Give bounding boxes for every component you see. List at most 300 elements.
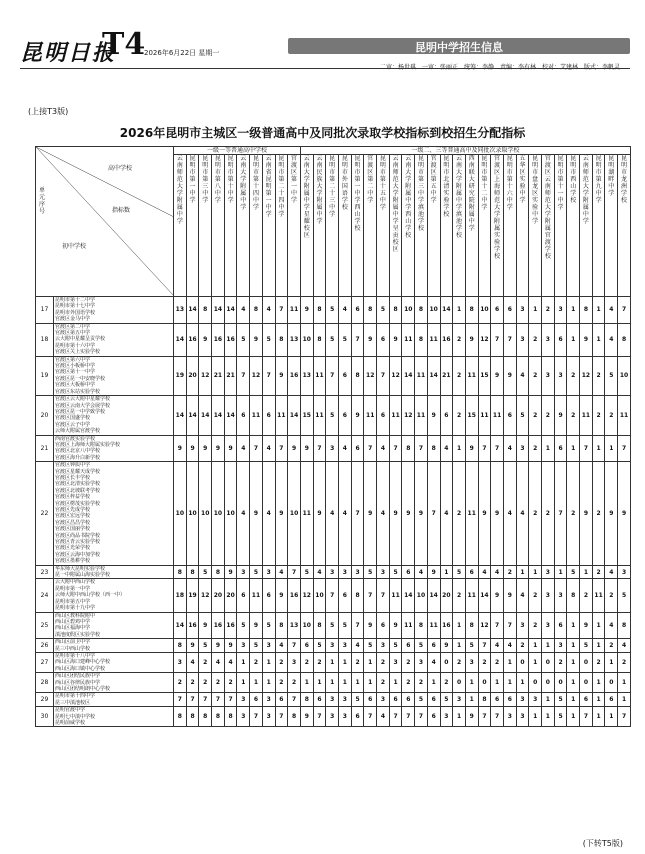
quota-cell: 9	[402, 462, 415, 566]
quota-cell: 8	[402, 435, 415, 462]
high-school-header	[529, 155, 542, 297]
quota-cell: 19	[186, 579, 199, 612]
quota-cell: 6	[351, 297, 364, 324]
quota-cell: 3	[326, 693, 339, 707]
quota-cell: 8	[288, 707, 301, 727]
quota-cell: 3	[542, 356, 555, 395]
quota-cell: 9	[300, 707, 313, 727]
quota-cell: 7	[618, 707, 631, 727]
quota-cell: 12	[199, 356, 212, 395]
quota-cell: 8	[199, 707, 212, 727]
quota-cell: 1	[453, 612, 466, 639]
quota-cell: 4	[605, 297, 618, 324]
high-school-header	[491, 155, 504, 297]
table-row	[36, 652, 631, 672]
quota-cell: 1	[567, 707, 580, 727]
unit-number: 23	[36, 565, 54, 579]
quota-cell: 4	[440, 435, 453, 462]
quota-cell: 2	[491, 652, 504, 672]
quota-cell: 3	[326, 707, 339, 727]
quota-cell: 6	[377, 396, 390, 435]
quota-cell: 3	[377, 639, 390, 653]
quota-cell: 8	[415, 297, 428, 324]
high-school-name: 昆明市外国语学校	[341, 155, 348, 211]
quota-cell: 2	[250, 652, 263, 672]
quota-cell: 4	[415, 565, 428, 579]
middle-school-name: 官渡区先成学校	[55, 507, 91, 513]
quota-cell: 7	[250, 435, 263, 462]
quota-cell: 4	[377, 707, 390, 727]
quota-cell: 3	[262, 693, 275, 707]
quota-cell: 12	[300, 579, 313, 612]
quota-cell: 2	[224, 673, 237, 693]
middle-school-name: 西山区海口镇中心学校	[55, 665, 106, 672]
quota-cell: 0	[453, 673, 466, 693]
quota-cell: 14	[427, 579, 440, 612]
quota-cell: 9	[465, 323, 478, 356]
high-school-header	[427, 155, 440, 297]
quota-cell: 11	[415, 356, 428, 395]
quota-cell: 1	[453, 639, 466, 653]
quota-cell: 2	[478, 652, 491, 672]
quota-cell: 2	[186, 673, 199, 693]
high-school-header	[440, 155, 453, 297]
quota-cell: 7	[377, 356, 390, 395]
middle-school-name: 官渡区国盛学校	[55, 415, 91, 422]
quota-cell: 2	[415, 673, 428, 693]
middle-school-name: 官渡区云南大学会展学校	[55, 402, 111, 409]
quota-cell: 9	[364, 323, 377, 356]
quota-cell: 0	[516, 652, 529, 672]
high-school-header	[212, 155, 225, 297]
quota-cell: 3	[465, 652, 478, 672]
quota-cell: 9	[465, 707, 478, 727]
quota-cell: 5	[389, 565, 402, 579]
unit-number: 27	[36, 652, 54, 672]
quota-cell: 9	[224, 639, 237, 653]
quota-cell: 10	[199, 462, 212, 566]
middle-school-name: 昆三中滇池校区	[55, 699, 91, 706]
quota-cell: 1	[592, 297, 605, 324]
quota-cell: 0	[440, 652, 453, 672]
high-school-name: 昆明市第二十四中学	[278, 155, 285, 218]
quota-cell: 7	[186, 693, 199, 707]
unit-number: 30	[36, 707, 54, 727]
quota-cell: 9	[440, 639, 453, 653]
high-school-header	[275, 155, 288, 297]
quota-cell: 8	[313, 612, 326, 639]
quota-cell: 2	[592, 462, 605, 566]
high-school-name: 昆明湖畔中学	[608, 155, 615, 197]
quota-cell: 11	[402, 323, 415, 356]
group-header-second-tier: 一级二、三等普通高中及同批次录取学校	[300, 147, 630, 155]
quota-cell: 1	[567, 435, 580, 462]
quota-cell: 9	[288, 435, 301, 462]
quota-cell: 6	[503, 297, 516, 324]
quota-cell: 9	[212, 639, 225, 653]
high-school-name: 云南师范大学附属中学呈贡校区	[392, 155, 399, 253]
allocation-table-wrap	[35, 146, 630, 836]
quota-cell: 3	[618, 565, 631, 579]
middle-school-name: 官渡区昌昌学校	[55, 519, 91, 526]
high-school-header	[377, 155, 390, 297]
quota-cell: 7	[389, 435, 402, 462]
middle-school-list	[54, 579, 174, 612]
quota-cell: 6	[300, 639, 313, 653]
quota-cell: 5	[300, 565, 313, 579]
quota-cell: 6	[427, 693, 440, 707]
high-school-name: 官渡区云南师范大学附属官渡学校	[544, 155, 551, 260]
quota-cell: 1	[250, 673, 263, 693]
quota-cell: 2	[174, 673, 187, 693]
high-school-header	[503, 155, 516, 297]
quota-cell: 8	[351, 356, 364, 395]
quota-cell: 7	[618, 297, 631, 324]
quota-cell: 14	[199, 396, 212, 435]
quota-cell: 21	[224, 356, 237, 395]
quota-cell: 4	[503, 435, 516, 462]
quota-cell: 7	[364, 707, 377, 727]
continued-to-note: (下转T5版)	[582, 839, 623, 848]
middle-school-name: 昆明前威学校	[55, 720, 86, 726]
quota-cell: 8	[465, 612, 478, 639]
allocation-table	[35, 146, 631, 727]
quota-cell: 11	[491, 396, 504, 435]
table-row	[36, 356, 631, 395]
high-school-name: 昆明市第十四中学	[252, 155, 259, 211]
quota-cell: 9	[415, 462, 428, 566]
middle-school-name: 昆明市第十六中学	[55, 342, 96, 349]
quota-cell: 9	[491, 356, 504, 395]
unit-number: 22	[36, 462, 54, 566]
quota-cell: 7	[503, 323, 516, 356]
quota-cell: 10	[174, 462, 187, 566]
quota-cell: 3	[339, 639, 352, 653]
quota-cell: 6	[339, 356, 352, 395]
quota-cell: 5	[250, 565, 263, 579]
quota-cell: 1	[237, 652, 250, 672]
quota-cell: 11	[364, 396, 377, 435]
quota-cell: 2	[567, 396, 580, 435]
quota-cell: 3	[542, 323, 555, 356]
quota-cell: 11	[465, 356, 478, 395]
high-school-header	[300, 155, 313, 297]
high-school-name: 昆明市第十二中学	[481, 155, 488, 211]
quota-cell: 1	[592, 639, 605, 653]
quota-cell: 4	[503, 639, 516, 653]
quota-cell: 5	[516, 396, 529, 435]
middle-school-name: 云师大附中西山学校（西一中）	[55, 592, 126, 599]
quota-cell: 8	[415, 323, 428, 356]
quota-cell: 7	[478, 639, 491, 653]
quota-cell: 2	[580, 579, 593, 612]
quota-cell: 7	[491, 612, 504, 639]
table-row	[36, 707, 631, 727]
unit-number: 25	[36, 612, 54, 639]
quota-cell: 3	[542, 579, 555, 612]
quota-cell: 6	[440, 396, 453, 435]
quota-cell: 0	[542, 673, 555, 693]
quota-cell: 1	[326, 652, 339, 672]
high-school-name: 昆明市第十五中学	[379, 155, 386, 211]
quota-cell: 4	[516, 579, 529, 612]
quota-cell: 12	[580, 356, 593, 395]
quota-cell: 12	[389, 356, 402, 395]
quota-cell: 9	[364, 462, 377, 566]
quota-cell: 16	[212, 612, 225, 639]
quota-cell: 7	[275, 435, 288, 462]
high-school-header	[478, 155, 491, 297]
quota-cell: 1	[326, 673, 339, 693]
quota-cell: 5	[554, 693, 567, 707]
quota-cell: 9	[300, 297, 313, 324]
middle-school-name: 官渡区国丽学校	[55, 526, 91, 533]
quota-cell: 5	[567, 565, 580, 579]
quota-cell: 8	[250, 297, 263, 324]
quota-cell: 9	[250, 323, 263, 356]
quota-cell: 8	[275, 612, 288, 639]
quota-cell: 2	[529, 579, 542, 612]
quota-cell: 1	[554, 565, 567, 579]
quota-cell: 9	[250, 612, 263, 639]
quota-cell: 9	[389, 462, 402, 566]
quota-cell: 6	[377, 612, 390, 639]
quota-cell: 9	[618, 462, 631, 566]
quota-cell: 1	[592, 323, 605, 356]
table-row	[36, 396, 631, 435]
quota-cell: 4	[605, 565, 618, 579]
high-school-header	[592, 155, 605, 297]
quota-cell: 2	[351, 652, 364, 672]
quota-cell: 2	[440, 673, 453, 693]
quota-cell: 0	[554, 673, 567, 693]
quota-cell: 1	[542, 693, 555, 707]
quota-cell: 7	[275, 297, 288, 324]
quota-cell: 3	[516, 297, 529, 324]
corner-label-quota: 指标数	[112, 207, 131, 214]
quota-cell: 6	[364, 693, 377, 707]
quota-cell: 1	[465, 693, 478, 707]
quota-cell: 2	[542, 462, 555, 566]
quota-cell: 5	[237, 323, 250, 356]
quota-cell: 13	[300, 356, 313, 395]
group-header-first-tier: 一级一等普通高中学校	[174, 147, 301, 155]
quota-cell: 1	[389, 673, 402, 693]
quota-cell: 14	[212, 396, 225, 435]
quota-cell: 10	[224, 462, 237, 566]
quota-cell: 11	[478, 396, 491, 435]
quota-cell: 9	[224, 565, 237, 579]
quota-cell: 2	[592, 565, 605, 579]
quota-cell: 1	[364, 673, 377, 693]
quota-cell: 9	[491, 579, 504, 612]
quota-cell: 2	[503, 565, 516, 579]
middle-school-list	[54, 435, 174, 462]
quota-cell: 2	[529, 396, 542, 435]
quota-cell: 6	[503, 396, 516, 435]
quota-cell: 6	[580, 693, 593, 707]
high-school-header	[237, 155, 250, 297]
quota-cell: 5	[326, 323, 339, 356]
quota-cell: 1	[567, 673, 580, 693]
middle-school-name: 官渡区墨耕学校	[55, 558, 91, 565]
quota-cell: 9	[199, 435, 212, 462]
quota-cell: 10	[478, 297, 491, 324]
unit-number: 26	[36, 639, 54, 653]
high-school-header	[351, 155, 364, 297]
high-school-header	[516, 155, 529, 297]
quota-cell: 16	[440, 612, 453, 639]
quota-cell: 10	[313, 579, 326, 612]
quota-cell: 8	[199, 297, 212, 324]
middle-school-name: 官渡区第六中学	[55, 356, 91, 363]
unit-number: 20	[36, 396, 54, 435]
quota-cell: 9	[503, 356, 516, 395]
quota-cell: 1	[453, 707, 466, 727]
middle-school-list	[54, 673, 174, 693]
quota-cell: 9	[427, 565, 440, 579]
quota-cell: 1	[605, 652, 618, 672]
quota-cell: 3	[440, 707, 453, 727]
quota-cell: 1	[300, 673, 313, 693]
quota-cell: 2	[592, 652, 605, 672]
quota-cell: 3	[453, 693, 466, 707]
quota-cell: 5	[313, 639, 326, 653]
quota-cell: 5	[465, 639, 478, 653]
quota-cell: 6	[554, 323, 567, 356]
quota-cell: 1	[592, 673, 605, 693]
quota-cell: 10	[288, 462, 301, 566]
quota-cell: 9	[427, 396, 440, 435]
quota-cell: 1	[567, 639, 580, 653]
quota-cell: 1	[339, 652, 352, 672]
quota-cell: 12	[199, 579, 212, 612]
quota-cell: 7	[580, 435, 593, 462]
masthead-rule	[20, 68, 630, 69]
quota-cell: 5	[262, 612, 275, 639]
unit-number: 21	[36, 435, 54, 462]
quota-cell: 5	[364, 565, 377, 579]
quota-cell: 8	[465, 297, 478, 324]
high-school-name: 云南省昆明第一中学	[265, 155, 272, 218]
quota-cell: 7	[618, 435, 631, 462]
quota-cell: 7	[478, 707, 491, 727]
middle-school-name: 昆明市第十九中学	[55, 605, 96, 612]
issue-date: 2026年6月22日 星期一	[144, 49, 220, 57]
quota-cell: 2	[212, 673, 225, 693]
high-school-header	[453, 155, 466, 297]
section-title: 昆明中学招生信息	[415, 41, 503, 54]
quota-cell: 6	[351, 707, 364, 727]
quota-cell: 7	[377, 579, 390, 612]
quota-cell: 5	[580, 639, 593, 653]
quota-cell: 7	[237, 356, 250, 395]
quota-cell: 4	[440, 462, 453, 566]
quota-cell: 8	[389, 297, 402, 324]
quota-cell: 6	[250, 693, 263, 707]
quota-cell: 0	[605, 673, 618, 693]
quota-cell: 6	[262, 579, 275, 612]
quota-cell: 15	[300, 396, 313, 435]
middle-school-name: 官渡区小板桥中学	[55, 363, 96, 370]
high-school-name: 昆明市第一中学	[189, 155, 196, 204]
quota-cell: 7	[364, 435, 377, 462]
middle-school-name: 西山区教科院附中	[55, 612, 96, 619]
quota-cell: 3	[262, 707, 275, 727]
quota-cell: 3	[542, 612, 555, 639]
quota-cell: 9	[465, 435, 478, 462]
quota-cell: 16	[224, 323, 237, 356]
high-school-header	[389, 155, 402, 297]
middle-school-list	[54, 652, 174, 672]
table-row	[36, 565, 631, 579]
quota-cell: 3	[516, 693, 529, 707]
quota-cell: 2	[402, 652, 415, 672]
middle-school-list	[54, 612, 174, 639]
quota-cell: 14	[174, 323, 187, 356]
high-school-name: 官渡区第五中学	[430, 155, 437, 204]
quota-cell: 1	[262, 652, 275, 672]
quota-cell: 2	[453, 652, 466, 672]
quota-cell: 9	[605, 462, 618, 566]
quota-cell: 8	[415, 612, 428, 639]
quota-cell: 16	[186, 323, 199, 356]
quota-cell: 2	[199, 673, 212, 693]
quota-cell: 6	[339, 579, 352, 612]
quota-cell: 1	[592, 612, 605, 639]
middle-school-name: 西南官渡实验学校	[55, 435, 96, 442]
quota-cell: 8	[300, 693, 313, 707]
quota-cell: 7	[262, 356, 275, 395]
quota-cell: 7	[199, 693, 212, 707]
middle-school-list	[54, 565, 174, 579]
quota-cell: 3	[237, 693, 250, 707]
quota-cell: 9	[580, 462, 593, 566]
quota-cell: 18	[174, 579, 187, 612]
middle-school-name: 官渡区北坡联考学校	[55, 487, 101, 494]
quota-cell: 5	[389, 639, 402, 653]
quota-cell: 1	[491, 673, 504, 693]
quota-cell: 1	[567, 652, 580, 672]
quota-cell: 9	[199, 612, 212, 639]
quota-cell: 9	[389, 323, 402, 356]
quota-cell: 7	[224, 693, 237, 707]
quota-cell: 5	[364, 639, 377, 653]
quota-cell: 13	[174, 297, 187, 324]
quota-cell: 7	[478, 435, 491, 462]
quota-cell: 10	[427, 297, 440, 324]
quota-cell: 14	[224, 297, 237, 324]
quota-cell: 11	[415, 396, 428, 435]
quota-cell: 9	[503, 579, 516, 612]
quota-cell: 5	[199, 565, 212, 579]
quota-cell: 5	[250, 639, 263, 653]
quota-cell: 4	[237, 297, 250, 324]
quota-cell: 4	[313, 565, 326, 579]
quota-cell: 6	[313, 693, 326, 707]
middle-school-name: 昆明官渡中学	[55, 707, 86, 714]
quota-cell: 1	[440, 565, 453, 579]
quota-cell: 9	[580, 612, 593, 639]
high-school-name: 云南大学附属中学滇池学校	[456, 155, 463, 239]
table-title: 2026年昆明市主城区一级普通高中及同批次录取学校指标到校招生分配指标	[119, 126, 526, 140]
quota-cell: 4	[237, 435, 250, 462]
high-school-name: 云南大学附属中学西山学校	[405, 155, 412, 239]
quota-cell: 9	[364, 612, 377, 639]
middle-school-name: 西山区团结民族中学	[55, 673, 101, 680]
middle-school-name: 昆明市第十八中学	[55, 652, 96, 659]
quota-cell: 7	[250, 707, 263, 727]
